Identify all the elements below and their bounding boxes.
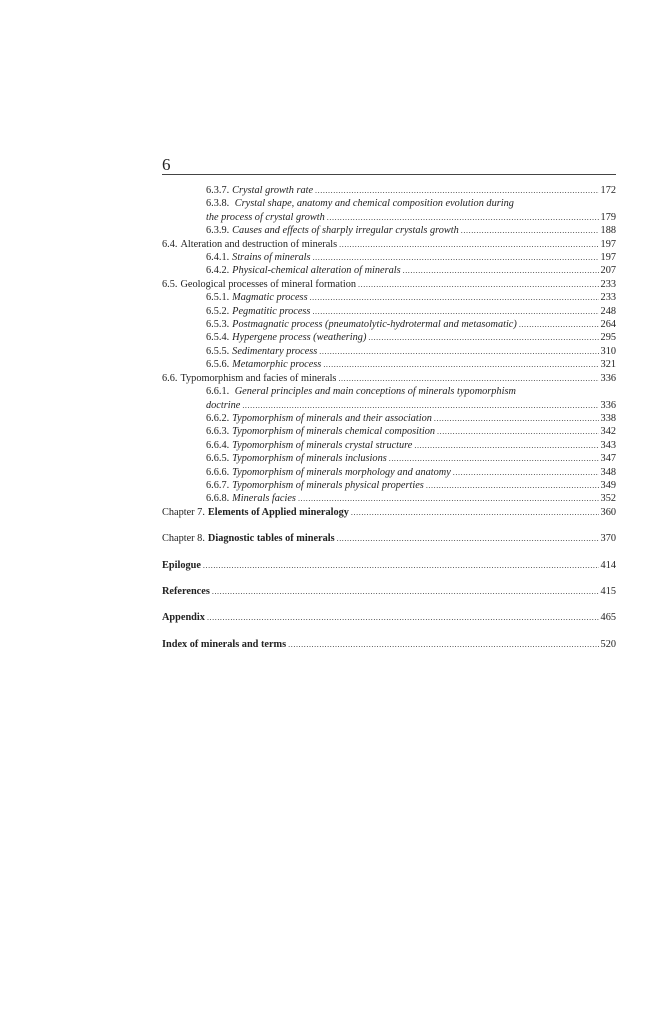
toc-entry-number: 6.5. xyxy=(162,278,178,290)
toc-entry-6-5-3[interactable] xyxy=(162,318,616,331)
toc-entry-number: 6.6.6. xyxy=(206,466,230,478)
toc-leader-dots xyxy=(368,331,598,344)
toc-entry-references[interactable] xyxy=(162,585,616,598)
toc-entry-title: Index of minerals and terms xyxy=(162,638,287,650)
toc-leader-dots xyxy=(288,638,598,651)
toc-entry-6-6-2[interactable] xyxy=(162,412,616,425)
toc-entry-title: Postmagnatic process (pneumatolytic-hydrotermal and metasomatic) xyxy=(232,319,517,331)
toc-entry-page: 415 xyxy=(600,585,616,597)
toc-leader-dots xyxy=(315,184,599,197)
toc-entry-title: Pegmatitic process xyxy=(232,305,311,317)
toc-leader-dots xyxy=(351,506,599,519)
toc-entry-6-5-6[interactable] xyxy=(162,358,616,371)
toc-leader-dots xyxy=(242,399,598,412)
toc-entry-page: 188 xyxy=(600,225,616,237)
toc-entry-6-6-6[interactable] xyxy=(162,466,616,479)
toc-entry-6-5-1[interactable] xyxy=(162,291,616,304)
toc-entry-6-5[interactable] xyxy=(162,278,616,291)
toc-entry-title: Typomorphism of minerals physical properties xyxy=(232,479,424,491)
toc-entry-title: References xyxy=(162,585,210,597)
toc-entry-title: Typomorphism of minerals crystal structure xyxy=(232,439,413,451)
toc-entry-title: Epilogue xyxy=(162,559,201,571)
toc-entry-page: 264 xyxy=(600,319,616,331)
toc-entry-6-6-7[interactable] xyxy=(162,479,616,492)
toc-entry-page: 310 xyxy=(600,345,616,357)
toc-entry-index[interactable] xyxy=(162,638,616,651)
toc-entry-6-6-8[interactable] xyxy=(162,492,616,505)
toc-entry-page: 336 xyxy=(600,399,616,411)
toc-entry-6-5-4[interactable] xyxy=(162,331,616,344)
toc-entry-number: 6.6.3. xyxy=(206,426,230,438)
toc-entry-6-4-1[interactable] xyxy=(162,251,616,264)
toc-entry-number: 6.4.2. xyxy=(206,265,230,277)
toc-entry-title: Causes and effects of sharply irregular crystals growth xyxy=(232,225,459,237)
toc-entry-number: 6.6.5. xyxy=(206,453,230,465)
toc-entry-page: 295 xyxy=(600,332,616,344)
toc-entry-page: 197 xyxy=(600,252,616,264)
toc-leader-dots xyxy=(312,305,598,318)
toc-entry-page: 321 xyxy=(600,359,616,371)
toc-entry-page: 248 xyxy=(600,305,616,317)
toc-entry-page: 360 xyxy=(600,506,616,518)
toc-leader-dots xyxy=(207,611,599,624)
toc-entry-number: 6.6.2. xyxy=(206,412,230,424)
toc-leader-dots xyxy=(453,466,599,479)
toc-leader-dots xyxy=(389,452,599,465)
toc-entry-page: 465 xyxy=(600,612,616,624)
toc-leader-dots xyxy=(212,585,599,598)
toc-leader-dots xyxy=(310,291,599,304)
page-number: 6 xyxy=(162,155,171,174)
toc-entry-page: 172 xyxy=(600,185,616,196)
toc-leader-dots xyxy=(338,372,598,385)
toc-leader-dots xyxy=(337,532,599,545)
toc-entry-number: 6.5.2. xyxy=(206,305,230,317)
toc-entry-page: 347 xyxy=(600,453,616,465)
toc-entry-page: 233 xyxy=(600,278,616,290)
toc-entry-page: 336 xyxy=(600,372,616,384)
toc-entry-page: 179 xyxy=(600,211,616,223)
toc-leader-dots xyxy=(519,318,599,331)
toc-leader-dots xyxy=(434,412,599,425)
toc-entry-page: 348 xyxy=(600,466,616,478)
toc-entry-number: 6.6.7. xyxy=(206,479,230,491)
toc-entry-6-3-9[interactable] xyxy=(162,224,616,237)
toc-entry-title: Elements of Applied mineralogy xyxy=(207,506,349,518)
toc-entry-title: Magmatic process xyxy=(232,292,308,304)
toc-entry-6-6-1[interactable] xyxy=(162,385,616,412)
toc-entry-title: General principles and main conceptions of minerals typomorphism xyxy=(234,386,516,398)
toc-entry-page: 338 xyxy=(600,412,616,424)
toc-entry-number: 6.4.1. xyxy=(206,252,230,264)
toc-entry-title: Sedimentary process xyxy=(232,345,318,357)
toc-entry-title: Physical-chemical alteration of minerals xyxy=(232,265,401,277)
toc-entry-6-4[interactable] xyxy=(162,238,616,251)
toc-entry-number: 6.6.8. xyxy=(206,493,230,505)
toc-leader-dots xyxy=(426,479,599,492)
toc-entry-number: 6.3.9. xyxy=(206,225,230,237)
toc-entry-6-3-8[interactable] xyxy=(162,197,616,224)
toc-entry-6-5-2[interactable] xyxy=(162,305,616,318)
toc-leader-dots xyxy=(203,559,599,572)
toc-entry-number: 6.4. xyxy=(162,238,178,250)
toc-entry-title: Typomorphism of minerals chemical composition xyxy=(232,426,436,438)
toc-leader-dots xyxy=(437,425,599,438)
toc-entry-title: Crystal shape, anatomy and chemical composition evolution during xyxy=(234,198,514,210)
toc-entry-number: 6.5.1. xyxy=(206,292,230,304)
toc-leader-dots xyxy=(339,238,598,251)
toc-entry-title: Appendix xyxy=(162,612,205,624)
toc-entry-title: Crystal growth rate xyxy=(232,185,314,196)
toc-entry-number: 6.5.5. xyxy=(206,345,230,357)
toc-leader-dots xyxy=(313,251,599,264)
toc-entry-title: Alteration and destruction of minerals xyxy=(180,238,338,250)
toc-entry-number: 6.5.6. xyxy=(206,359,230,371)
toc-entry-page: 343 xyxy=(600,439,616,451)
toc-entry-6-6-5[interactable] xyxy=(162,452,616,465)
toc-entry-number: 6.6.4. xyxy=(206,439,230,451)
toc-entry-title: Typomorphism of minerals morphology and anatomy xyxy=(232,466,451,478)
table-of-contents xyxy=(162,184,616,651)
toc-entry-number: 6.6. xyxy=(162,372,178,384)
toc-entry-page: 342 xyxy=(600,426,616,438)
toc-entry-title: Strains of minerals xyxy=(232,252,311,264)
toc-entry-chapter-7[interactable] xyxy=(162,506,616,519)
toc-entry-title-continued: the process of crystal growth xyxy=(206,211,325,223)
toc-entry-page: 233 xyxy=(600,292,616,304)
toc-leader-dots xyxy=(323,358,598,371)
toc-entry-title: Minerals facies xyxy=(232,493,296,505)
toc-leader-dots xyxy=(403,264,599,277)
toc-entry-number: 6.5.3. xyxy=(206,319,230,331)
toc-entry-title: Typomorphism of minerals inclusions xyxy=(232,453,387,465)
toc-leader-dots xyxy=(319,345,598,358)
toc-entry-title: Typomorphism and facies of minerals xyxy=(180,372,337,384)
toc-entry-page: 349 xyxy=(600,479,616,491)
toc-leader-dots xyxy=(414,439,598,452)
toc-leader-dots xyxy=(298,492,599,505)
toc-entry-page: 370 xyxy=(600,533,616,545)
toc-entry-title-continued: doctrine xyxy=(206,399,241,411)
toc-entry-6-3-7[interactable] xyxy=(162,184,616,197)
toc-entry-number: Chapter 7. xyxy=(162,506,205,518)
toc-leader-dots xyxy=(327,211,599,224)
toc-entry-title: Geological processes of mineral formation xyxy=(180,278,357,290)
toc-entry-6-6-4[interactable] xyxy=(162,439,616,452)
toc-entry-title: Diagnostic tables of minerals xyxy=(207,533,335,545)
toc-entry-page: 520 xyxy=(600,638,616,650)
toc-entry-number: 6.5.4. xyxy=(206,332,230,344)
toc-entry-6-5-5[interactable] xyxy=(162,345,616,358)
toc-entry-6-4-2[interactable] xyxy=(162,264,616,277)
toc-entry-appendix[interactable] xyxy=(162,611,616,624)
toc-entry-page: 207 xyxy=(600,265,616,277)
header-rule xyxy=(162,174,616,175)
toc-entry-page: 197 xyxy=(600,238,616,250)
toc-entry-title: Typomorphism of minerals and their association xyxy=(232,412,432,424)
toc-entry-title: Hypergene process (weathering) xyxy=(232,332,367,344)
toc-entry-number: 6.3.8. xyxy=(206,198,230,210)
toc-leader-dots xyxy=(358,278,599,291)
toc-entry-6-6-3[interactable] xyxy=(162,425,616,438)
toc-entry-title: Metamorphic process xyxy=(232,359,322,371)
toc-entry-epilogue[interactable] xyxy=(162,559,616,572)
toc-entry-chapter-8[interactable] xyxy=(162,532,616,545)
toc-entry-page: 414 xyxy=(600,559,616,571)
toc-entry-6-6[interactable] xyxy=(162,372,616,385)
toc-entry-page: 352 xyxy=(600,493,616,505)
toc-entry-number: 6.6.1. xyxy=(206,386,230,398)
toc-entry-number: 6.3.7. xyxy=(206,185,230,196)
toc-entry-number: Chapter 8. xyxy=(162,533,205,545)
toc-leader-dots xyxy=(461,224,599,237)
